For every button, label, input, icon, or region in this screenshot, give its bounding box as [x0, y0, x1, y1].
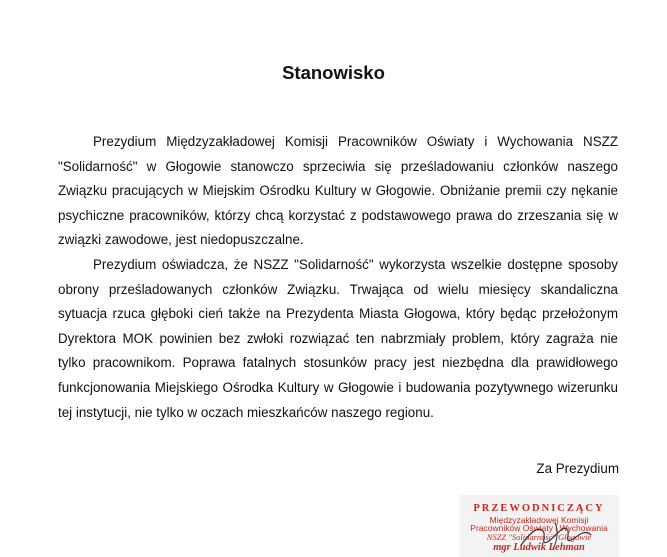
stamp-name: mgr Ludwik Lehman [493, 542, 585, 553]
document-title: Stanowisko [282, 62, 385, 83]
official-stamp [459, 495, 619, 557]
stamp-title: PRZEWODNICZĄCY [473, 503, 605, 514]
stamp-line-2: Pracowników Oświaty i Wychowania [470, 523, 608, 533]
stamp-line-1: Międzyzakładowej Komisji [489, 515, 589, 525]
paragraph-1: Prezydium Międzyzakładowej Komisji Pracowników Oświaty i Wychowania NSZZ "Solidarność" w Głogowie stanowczo sprzeciwia się prześladowaniu członków naszego Związku pracujących w Miejskim Ośrodku Kultury w Głogowie. Obniżanie premii czy nękanie psychiczne pracowników, którzy chcą korzystać z podstawowego prawa do zrzeszania się w związki zawodowe, jest niedopuszczalne. [58, 134, 618, 248]
closing-text: Za Prezydium [536, 461, 619, 476]
handwritten-signature [459, 495, 619, 557]
document-body [58, 130, 618, 425]
paragraph-2: Prezydium oświadcza, że NSZZ "Solidarność" wykorzysta wszelkie dostępne sposoby obrony prześladowanych członków Związku. Trwająca od wielu miesięcy skandaliczna sytuacja rzuca głęboki cień także na Prezydenta Miasta Głogowa, który będąc przełożonym Dyrektora MOK powinien bez zwłoki rozwiązać ten nabrzmiały problem, który zagraża nie tylko pracownikom. Poprawa fatalnych stosunków pracy jest niezbędna dla prawidłowego funkcjonowania Miejskiego Ośrodka Kultury w Głogowie i budowania pozytywnego wizerunku tej instytucji, nie tylko w oczach mieszkańców naszego regionu. [58, 256, 618, 420]
stamp-line-3: NSZZ "Solidarność" Głogowie [486, 532, 592, 542]
